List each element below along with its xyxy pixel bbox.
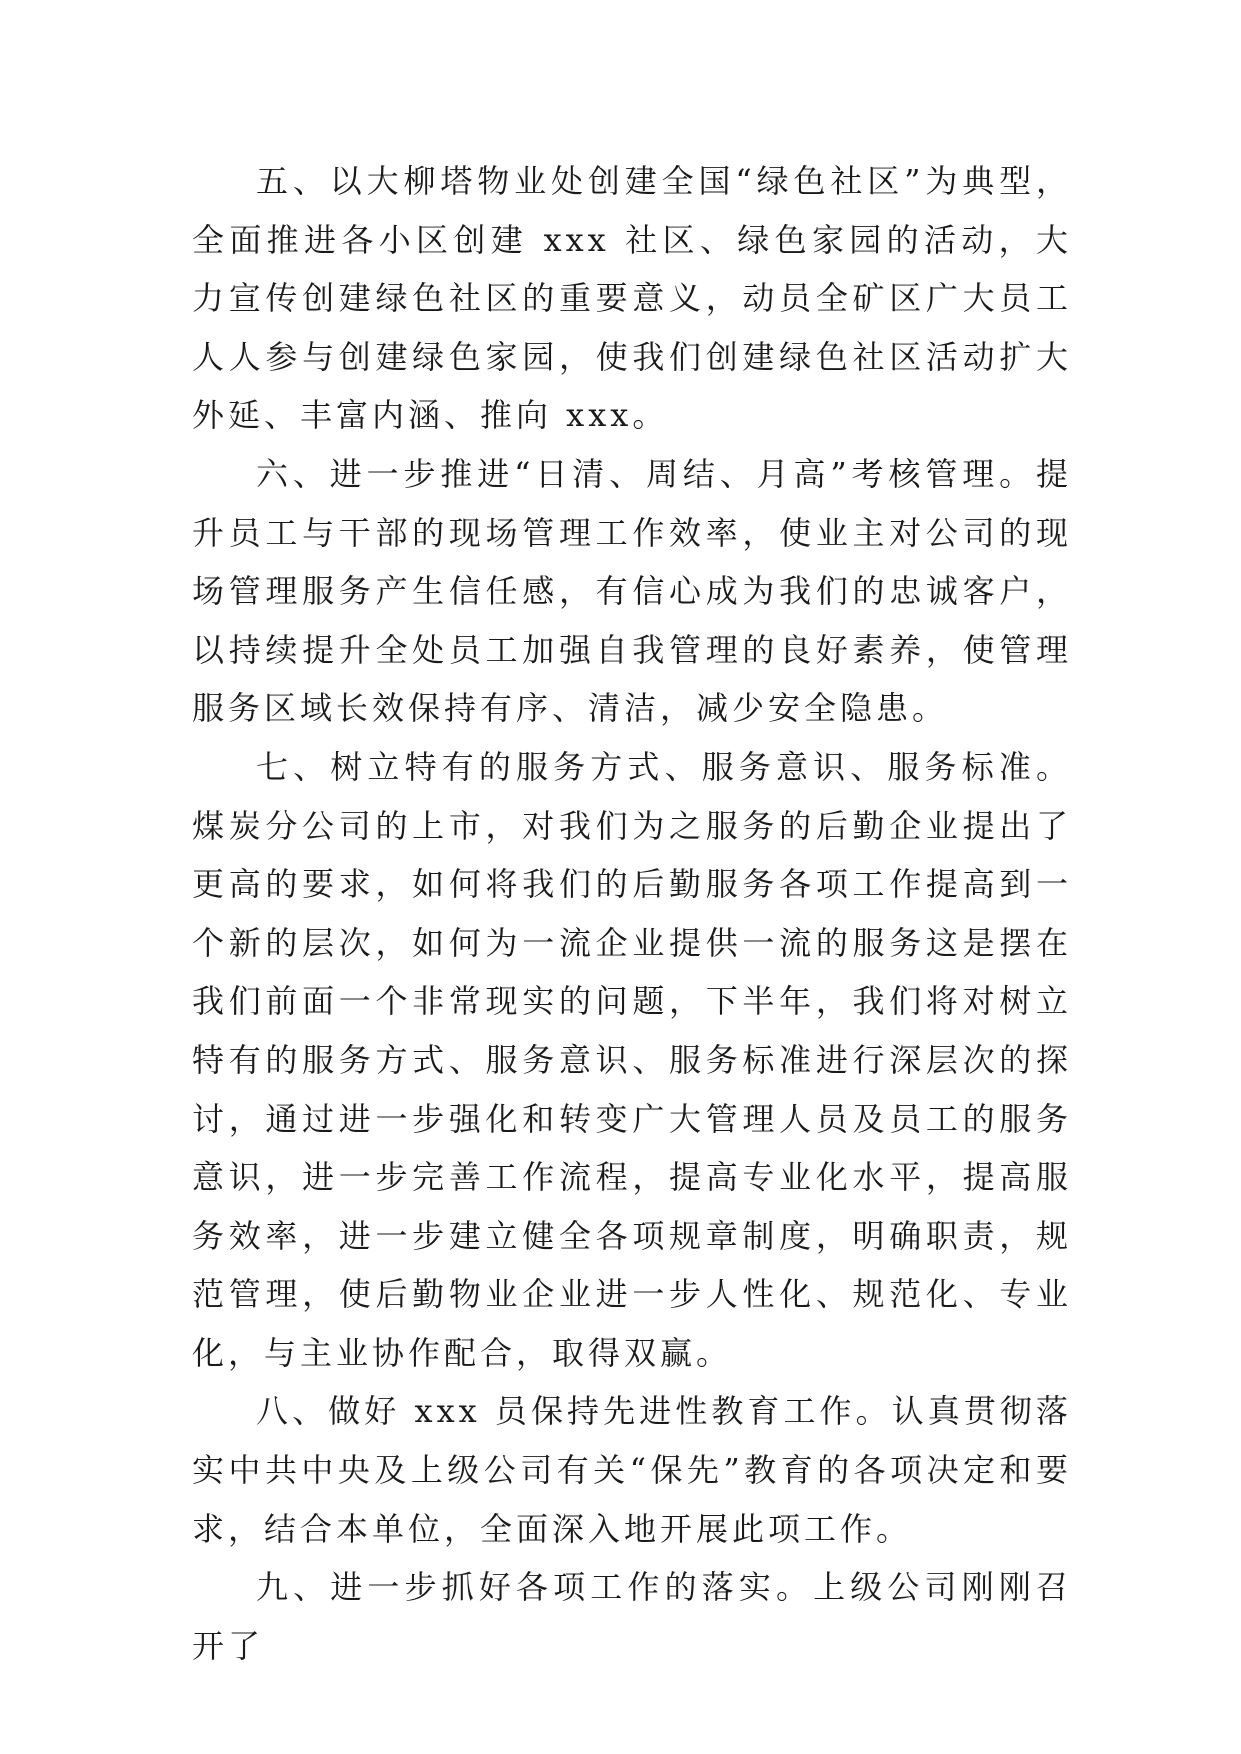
paragraph-9: 九、进一步抓好各项工作的落实。上级公司刚刚召开了 [192,1568,1072,1665]
paragraph-7: 七、树立特有的服务方式、服务意识、服务标准。煤炭分公司的上市，对我们为之服务的后勤企业提出了更高的要求，如何将我们的后勤服务各项工作提高到一个新的层次，如何为一流企业提供一流的服务这是摆在我们前面一个非常现实的问题，下半年，我们将对树立特有的服务方式、服务意识、服务标准进行深层次的探讨，通过进一步强化和转变广大管理人员及员工的服务意识，进一步完善工作流程，提高专业化水平，提高服务效率，进一步建立健全各项规章制度，明确职责，规范管理，使后勤物业企业进一步人性化、规范化、专业化，与主业协作配合，取得双赢。 [192,747,1072,1372]
document-page [192,152,1072,1675]
paragraph-5: 五、以大柳塔物业处创建全国“绿色社区”为典型，全面推进各小区创建 xxx 社区、绿色家园的活动，大力宣传创建绿色社区的重要意义，动员全矿区广大员工人人参与创建绿色家园，使我们创建绿色社区活动扩大外延、丰富内涵、推向 xxx。 [192,162,1072,435]
paragraph-6: 六、进一步推进“日清、周结、月高”考核管理。提升员工与干部的现场管理工作效率，使业主对公司的现场管理服务产生信任感，有信心成为我们的忠诚客户，以持续提升全处员工加强自我管理的良好素养，使管理服务区域长效保持有序、清洁，减少安全隐患。 [192,454,1072,728]
paragraph-8: 八、做好 xxx 员保持先进性教育工作。认真贯彻落实中共中央及上级公司有关“保先”教育的各项决定和要求，结合本单位，全面深入地开展此项工作。 [192,1392,1072,1548]
